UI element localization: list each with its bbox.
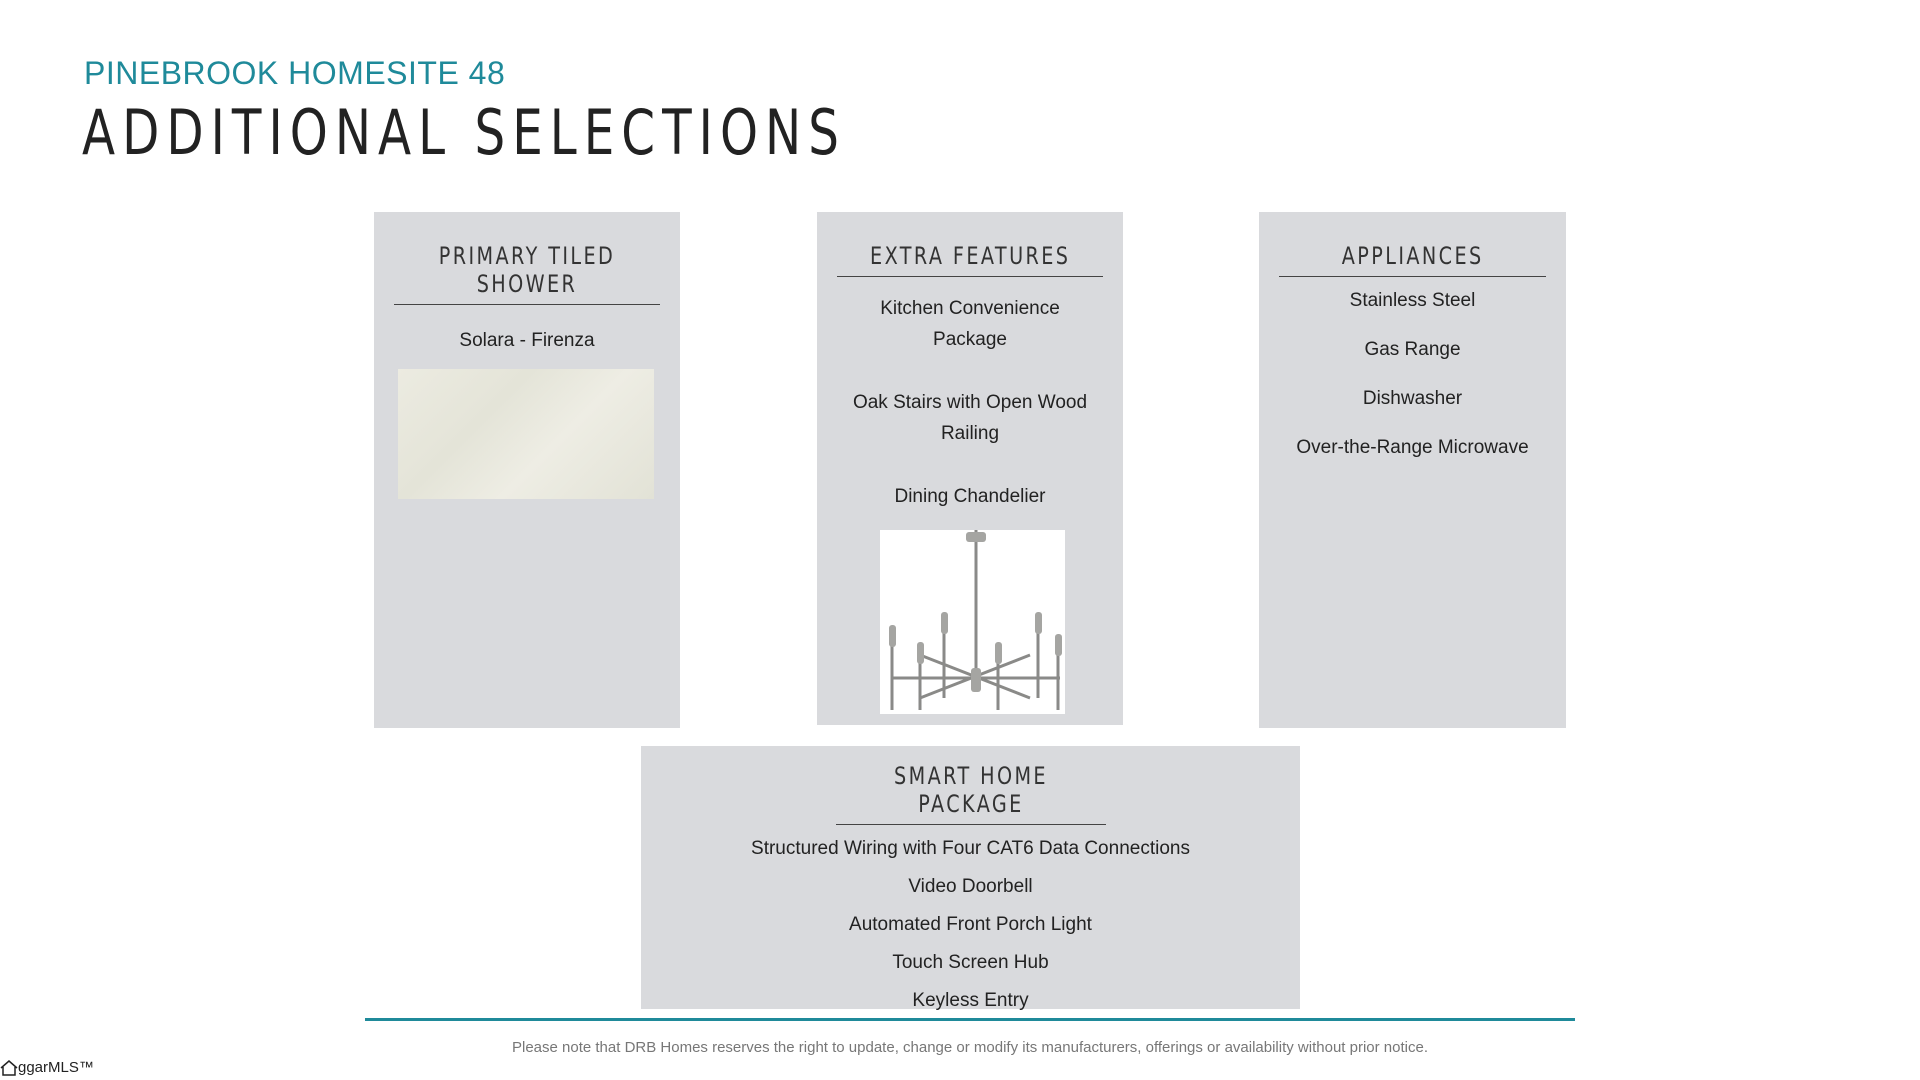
shower-selection: Solara - Firenza: [459, 330, 595, 351]
card-extra-features: [817, 212, 1123, 725]
card-title-underline: [837, 242, 1103, 277]
list-item: Kitchen Convenience: [880, 298, 1060, 319]
mls-label: ggarMLS™: [18, 1059, 94, 1076]
page-title: ADDITIONAL SELECTIONS: [82, 96, 846, 169]
list-item: Automated Front Porch Light: [849, 914, 1092, 935]
card-title-underline: [394, 242, 660, 305]
list-item: Over-the-Range Microwave: [1296, 437, 1529, 458]
list-item: Oak Stairs with Open Wood: [852, 392, 1088, 413]
card-title-underline: [1279, 242, 1546, 277]
card-title: PRIMARY TILED SHOWER: [438, 242, 616, 298]
mls-watermark: [0, 1059, 94, 1076]
list-item: Package: [933, 329, 1007, 350]
house-icon: [0, 1060, 18, 1076]
card-title: SMART HOME PACKAGE: [893, 762, 1048, 818]
footer-divider: [365, 1018, 1575, 1021]
list-item: Dining Chandelier: [894, 486, 1046, 507]
disclaimer-text: Please note that DRB Homes reserves the right to update, change or modify its manufacturers, offerings or availability without prior notice.: [511, 1039, 1428, 1056]
card-primary-tiled-shower: [374, 212, 680, 728]
chandelier-icon: [880, 530, 1065, 714]
list-item: Gas Range: [1364, 339, 1461, 360]
list-item: Dishwasher: [1362, 388, 1463, 409]
card-smart-home-package: [641, 746, 1300, 1009]
chandelier-image: [880, 530, 1065, 714]
list-item: Structured Wiring with Four CAT6 Data Connections: [751, 838, 1190, 859]
list-item: Video Doorbell: [908, 876, 1033, 897]
card-title: APPLIANCES: [1341, 242, 1484, 270]
card-title: EXTRA FEATURES: [869, 242, 1071, 270]
card-title-underline: [836, 762, 1106, 825]
list-item: Keyless Entry: [912, 990, 1029, 1011]
list-item: Stainless Steel: [1349, 290, 1476, 311]
list-item: Touch Screen Hub: [892, 952, 1049, 973]
tile-swatch-image: [398, 369, 654, 499]
card-appliances: [1259, 212, 1566, 728]
homesite-subtitle: PINEBROOK HOMESITE 48: [84, 55, 506, 91]
list-item: Railing: [940, 423, 1000, 444]
